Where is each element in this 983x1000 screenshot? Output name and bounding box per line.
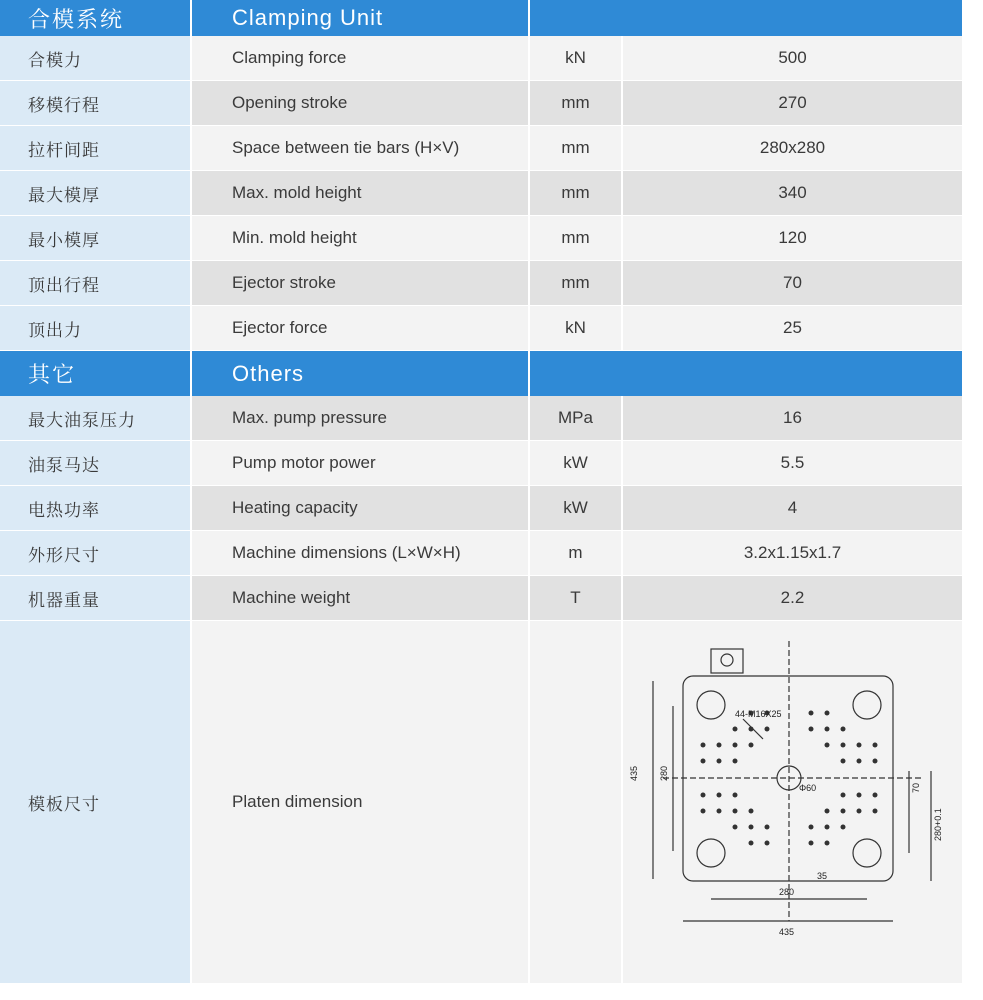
table-row xyxy=(0,531,962,576)
row-label-en: Min. mold height xyxy=(192,216,530,260)
table-row xyxy=(0,171,962,216)
table-row xyxy=(0,486,962,531)
section-title-cn: 合模系统 xyxy=(0,0,192,36)
row-value: 16 xyxy=(623,396,962,440)
table-row xyxy=(0,396,962,441)
section-title-cn: 其它 xyxy=(0,351,192,396)
section-title-en: Others xyxy=(192,351,530,396)
table-row xyxy=(0,576,962,621)
row-value: 2.2 xyxy=(623,576,962,620)
row-label-cn: 移模行程 xyxy=(0,81,192,125)
section-title-en: Clamping Unit xyxy=(192,0,530,36)
row-unit: mm xyxy=(530,126,623,170)
row-unit: kN xyxy=(530,306,623,350)
row-label-cn: 最大油泵压力 xyxy=(0,396,192,440)
tie-bar-hole xyxy=(853,691,881,719)
row-label-cn: 顶出力 xyxy=(0,306,192,350)
row-label-cn: 外形尺寸 xyxy=(0,531,192,575)
table-row xyxy=(0,261,962,306)
row-unit: mm xyxy=(530,216,623,260)
platen-tab-hole xyxy=(721,654,733,666)
row-label-cn: 模板尺寸 xyxy=(0,621,192,983)
row-unit: mm xyxy=(530,81,623,125)
row-value: 270 xyxy=(623,81,962,125)
row-label-cn: 拉杆间距 xyxy=(0,126,192,170)
table-row xyxy=(0,36,962,81)
row-label-en: Max. pump pressure xyxy=(192,396,530,440)
row-label-en: Space between tie bars (H×V) xyxy=(192,126,530,170)
platen-tab xyxy=(711,649,743,673)
section-header-clamping xyxy=(0,0,962,36)
row-unit: m xyxy=(530,531,623,575)
dim-label-70: 70 xyxy=(911,782,921,793)
center-hole-label: Φ60 xyxy=(799,783,817,793)
row-unit: MPa xyxy=(530,396,623,440)
row-label-cn: 合模力 xyxy=(0,36,192,80)
row-value: 500 xyxy=(623,36,962,80)
row-label-en: Platen dimension xyxy=(192,621,530,983)
holes-label: 44-M16X25 xyxy=(735,709,782,719)
table-row xyxy=(0,441,962,486)
table-row xyxy=(0,126,962,171)
tie-bar-hole xyxy=(697,691,725,719)
row-label-cn: 最小模厚 xyxy=(0,216,192,260)
table-row xyxy=(0,81,962,126)
row-unit: mm xyxy=(530,261,623,305)
row-value: 5.5 xyxy=(623,441,962,485)
row-value: 70 xyxy=(623,261,962,305)
row-unit: kW xyxy=(530,441,623,485)
table-row xyxy=(0,216,962,261)
row-label-en: Machine weight xyxy=(192,576,530,620)
platen-drawing xyxy=(623,621,962,983)
row-label-cn: 机器重量 xyxy=(0,576,192,620)
row-label-cn: 油泵马达 xyxy=(0,441,192,485)
table-row xyxy=(0,306,962,351)
dim-label-280-v: 280 xyxy=(659,765,669,781)
row-label-en: Heating capacity xyxy=(192,486,530,530)
row-label-en: Opening stroke xyxy=(192,81,530,125)
row-unit: kN xyxy=(530,36,623,80)
row-value: 25 xyxy=(623,306,962,350)
section-header-others xyxy=(0,351,962,396)
row-unit: kW xyxy=(530,486,623,530)
platen-drawing-cell xyxy=(623,621,962,983)
table-row-platen xyxy=(0,621,962,983)
dim-label-35: 35 xyxy=(817,871,828,881)
dim-label-435-h: 435 xyxy=(779,927,795,937)
row-label-en: Ejector stroke xyxy=(192,261,530,305)
row-value: 280x280 xyxy=(623,126,962,170)
row-value: 4 xyxy=(623,486,962,530)
row-unit: T xyxy=(530,576,623,620)
row-label-cn: 最大模厚 xyxy=(0,171,192,215)
row-label-en: Pump motor power xyxy=(192,441,530,485)
row-label-en: Machine dimensions (L×W×H) xyxy=(192,531,530,575)
row-label-cn: 电热功率 xyxy=(0,486,192,530)
row-value: 340 xyxy=(623,171,962,215)
tie-bar-hole xyxy=(697,839,725,867)
tie-bar-hole xyxy=(853,839,881,867)
row-unit: mm xyxy=(530,171,623,215)
dim-label-right: 280+0.1 xyxy=(933,808,943,841)
dim-label-280-h: 280 xyxy=(779,887,795,897)
row-label-en: Clamping force xyxy=(192,36,530,80)
row-label-cn: 顶出行程 xyxy=(0,261,192,305)
row-label-en: Ejector force xyxy=(192,306,530,350)
dim-label-435-v: 435 xyxy=(629,765,639,781)
row-value: 3.2x1.15x1.7 xyxy=(623,531,962,575)
row-value: 120 xyxy=(623,216,962,260)
row-label-en: Max. mold height xyxy=(192,171,530,215)
